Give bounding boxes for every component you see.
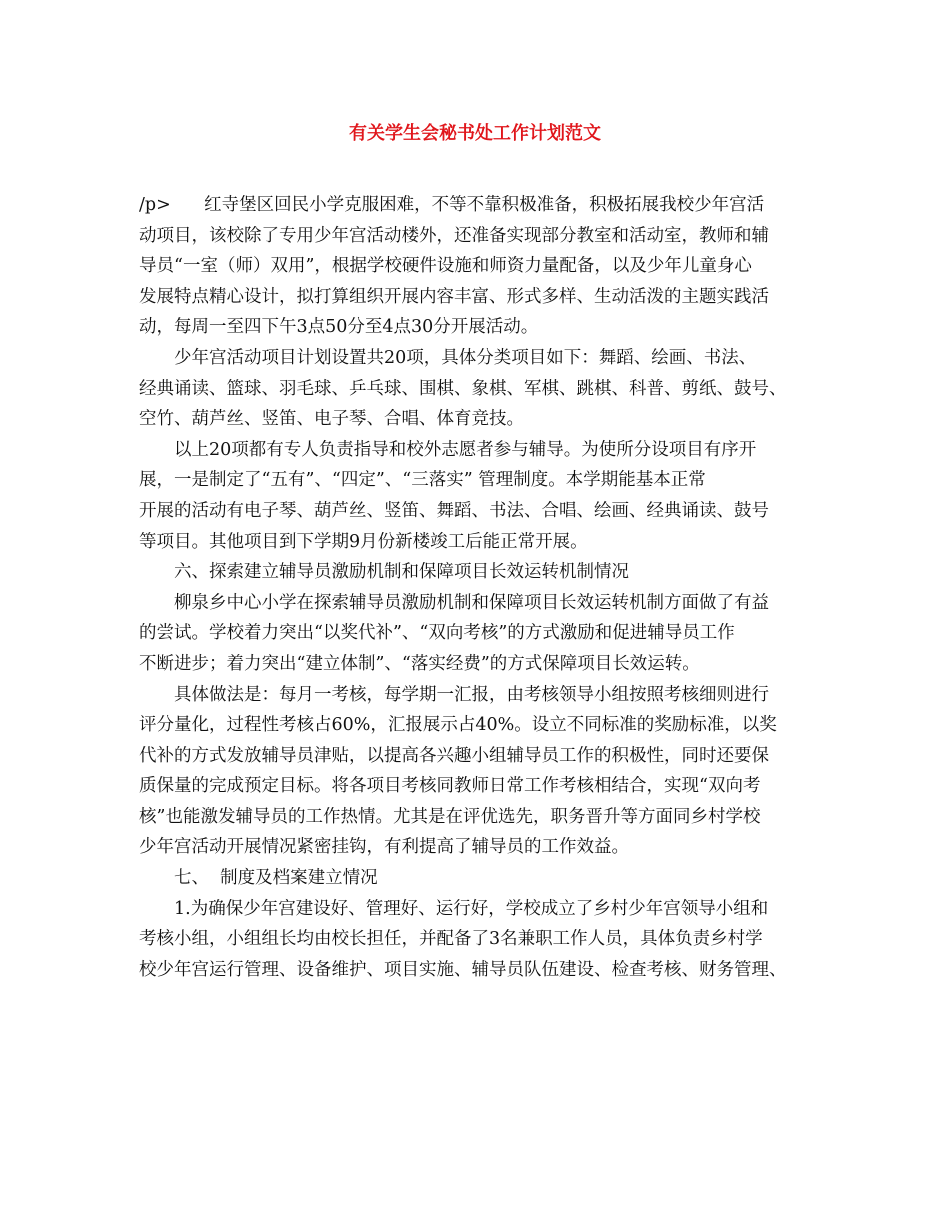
text-line: 七、 制度及档案建立情况 bbox=[174, 868, 378, 889]
text-line: 1.为确保少年宫建设好、管理好、运行好，学校成立了乡村少年宫领导小组和 bbox=[174, 898, 769, 919]
paragraph bbox=[139, 894, 824, 986]
text-line: /p> 红寺堡区回民小学克服困难，不等不靠积极准备，积极拓展我校少年宫活 bbox=[139, 195, 765, 215]
text-line: 校少年宫运行管理、设备维护、项目实施、辅导员队伍建设、检查考核、财务管理、 bbox=[139, 959, 787, 980]
text-line: 代补的方式发放辅导员津贴，以提高各兴趣小组辅导员工作的积极性，同时还要保 bbox=[139, 745, 769, 766]
paragraph bbox=[139, 343, 824, 435]
text-line: 质保量的完成预定目标。将各项目考核同教师日常工作考核相结合，实现“双向考 bbox=[139, 776, 761, 797]
text-line: 少年宫活动项目计划设置共20项，具体分类项目如下：舞蹈、绘画、书法、 bbox=[174, 347, 757, 368]
text-line: 空竹、葫芦丝、竖笛、电子琴、合唱、体育竞技。 bbox=[139, 409, 524, 430]
paragraph bbox=[139, 557, 824, 588]
document-body bbox=[139, 190, 824, 985]
text-line: 开展的活动有电子琴、葫芦丝、竖笛、舞蹈、书法、合唱、绘画、经典诵读、鼓号 bbox=[139, 500, 769, 521]
text-line: 导员“一室（师）双用”，根据学校硬件设施和师资力量配备，以及少年儿童身心 bbox=[139, 256, 752, 277]
text-line: 发展特点精心设计，拟打算组织开展内容丰富、形式多样、生动活泼的主题实践活 bbox=[139, 286, 769, 307]
text-line: 经典诵读、篮球、羽毛球、乒乓球、围棋、象棋、军棋、跳棋、科普、剪纸、鼓号、 bbox=[139, 378, 787, 399]
text-line: 不断进步；着力突出“建立体制”、“落实经费”的方式保障项目长效运转。 bbox=[139, 653, 700, 674]
paragraph bbox=[139, 435, 824, 557]
text-line: 核”也能激发辅导员的工作热情。尤其是在评优选先，职务晋升等方面同乡村学校 bbox=[139, 806, 761, 827]
text-line: 的尝试。学校着力突出“以奖代补”、“双向考核”的方式激励和促进辅导员工作 bbox=[139, 623, 735, 644]
document-title: 有关学生会秘书处工作计划范文 bbox=[349, 123, 601, 144]
paragraph bbox=[139, 680, 824, 864]
text-line: 动，每周一至四下午3点50分至4点30分开展活动。 bbox=[139, 317, 539, 338]
paragraph bbox=[139, 190, 824, 343]
text-line: 具体做法是：每月一考核，每学期一汇报，由考核领导小组按照考核细则进行 bbox=[174, 684, 769, 705]
text-line: 六、探索建立辅导员激励机制和保障项目长效运转机制情况 bbox=[174, 562, 629, 583]
text-line: 少年宫活动开展情况紧密挂钩，有利提高了辅导员的工作效益。 bbox=[139, 837, 629, 858]
text-line: 动项目，该校除了专用少年宫活动楼外，还准备实现部分教室和活动室，教师和辅 bbox=[139, 225, 769, 246]
text-line: 展，一是制定了“五有”、“四定”、“三落实” 管理制度。本学期能基本正常 bbox=[139, 470, 706, 491]
text-line: 考核小组，小组组长均由校长担任，并配备了3名兼职工作人员，具体负责乡村学 bbox=[139, 929, 763, 950]
text-line: 评分量化，过程性考核占60%，汇报展示占40%。设立不同标准的奖励标准，以奖 bbox=[139, 715, 777, 736]
paragraph bbox=[139, 863, 824, 894]
paragraph bbox=[139, 588, 824, 680]
text-line: 等项目。其他项目到下学期9月份新楼竣工后能正常开展。 bbox=[139, 531, 588, 552]
text-line: 以上20项都有专人负责指导和校外志愿者参与辅导。为使所分设项目有序开 bbox=[174, 439, 757, 460]
text-line: 柳泉乡中心小学在探索辅导员激励机制和保障项目长效运转机制方面做了有益 bbox=[174, 592, 769, 613]
